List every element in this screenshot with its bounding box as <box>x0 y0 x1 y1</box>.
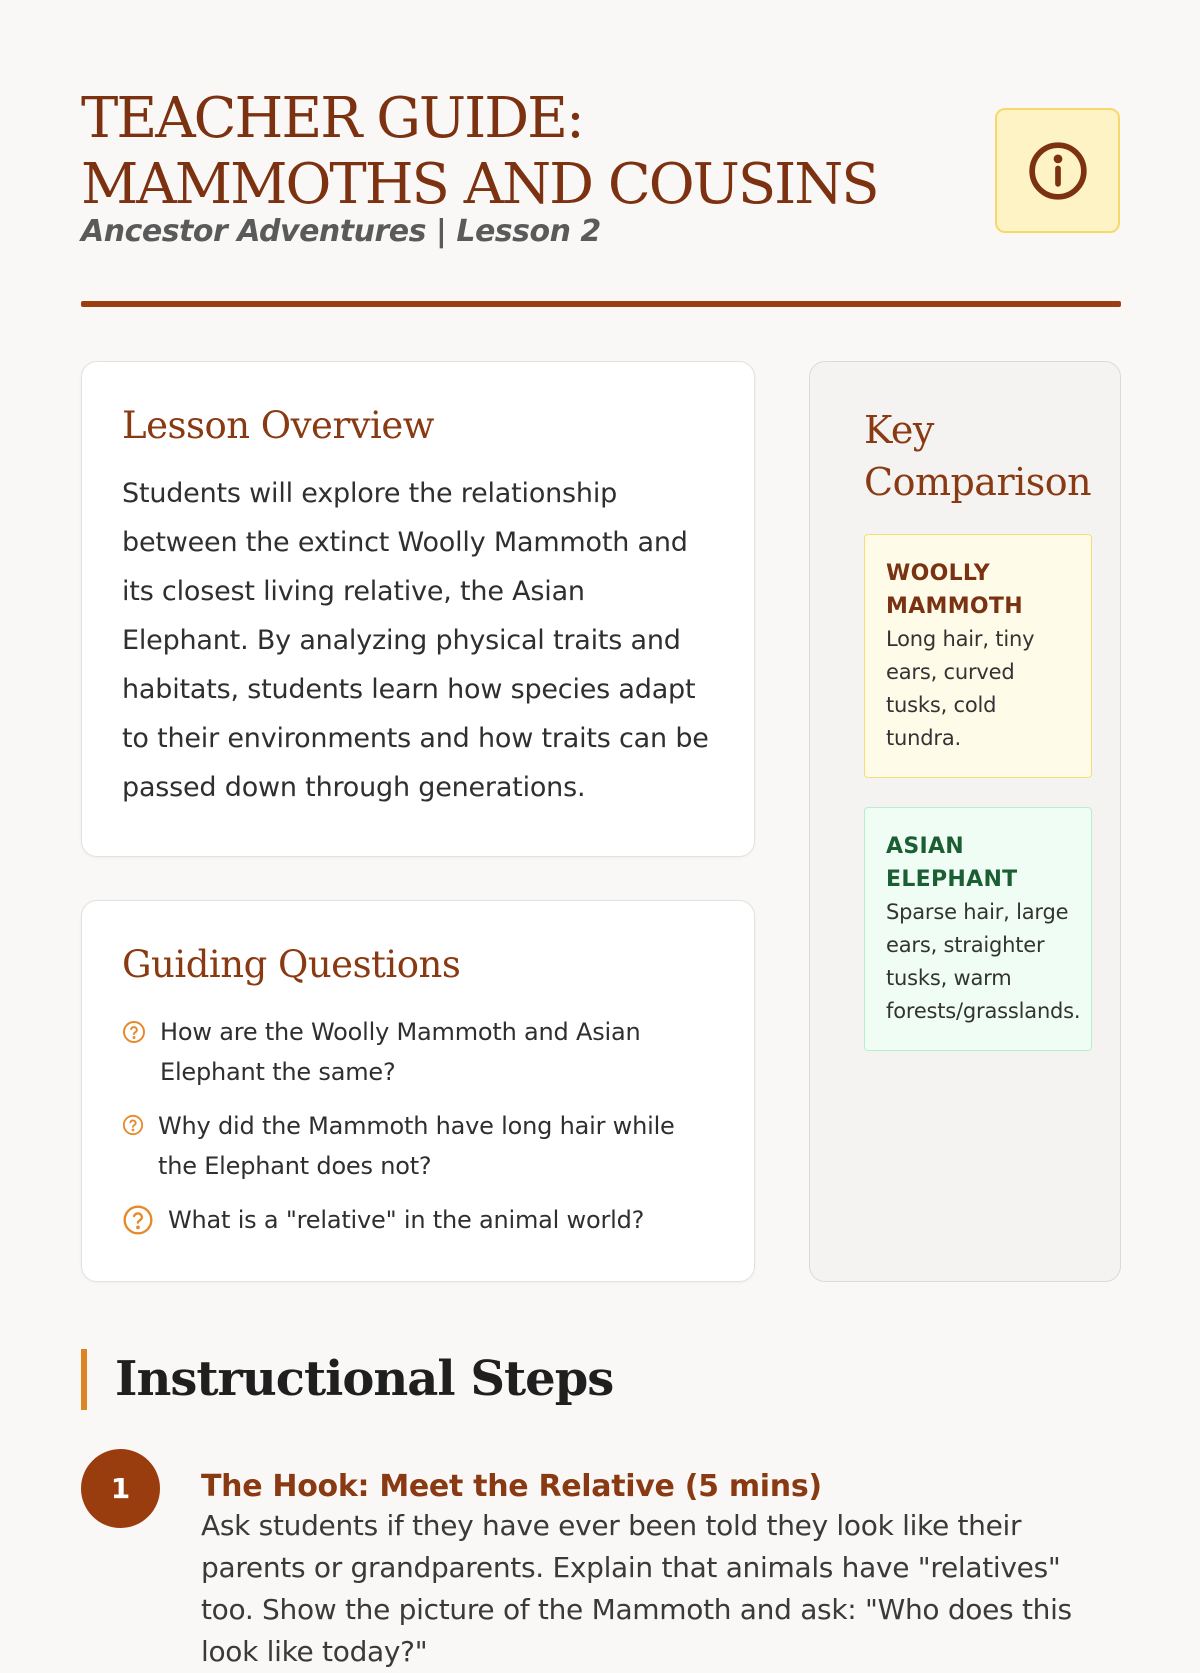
guiding-questions-card <box>81 900 755 1282</box>
lesson-overview-text: Students will explore the relationship between the extinct Woolly Mammoth and its closest living relative, the Asian Elephant. By analyzing physical traits and habitats, students learn how species adapt to their environments and how traits can be passed down through generations. <box>122 478 709 803</box>
page-subtitle: Ancestor Adventures | Lesson 2 <box>81 214 601 249</box>
list-item <box>122 1012 714 1092</box>
question-circle-icon <box>122 1204 154 1236</box>
step-number-badge: 1 <box>81 1449 160 1528</box>
key-comparison-heading: Key Comparison <box>864 408 1092 504</box>
lesson-overview-card <box>81 361 755 857</box>
list-item <box>122 1200 714 1240</box>
list-item <box>122 1106 714 1186</box>
lesson-overview-heading: Lesson Overview <box>122 404 434 447</box>
step-body: Ask students if they have ever been told they look like their parents or grandparents. Explain that animals have "relatives" too. Show the picture of the Mammoth and ask: "Who does this look like today?" <box>201 1509 1072 1668</box>
question-circle-icon <box>122 1114 144 1136</box>
woolly-mammoth-name: WOOLLY MAMMOTH <box>886 561 1023 619</box>
question-text: Why did the Mammoth have long hair while the Elephant does not? <box>158 1112 675 1180</box>
info-circle-icon <box>1027 140 1089 202</box>
woolly-mammoth-desc: Long hair, tiny ears, curved tusks, cold tundra. <box>886 627 1035 750</box>
key-comparison-panel <box>809 361 1121 1282</box>
step-title: The Hook: Meet the Relative (5 mins) <box>201 1469 822 1504</box>
instructional-steps-heading: Instructional Steps <box>81 1349 1121 1410</box>
question-text: What is a "relative" in the animal world? <box>168 1206 645 1234</box>
page-header <box>81 86 1121 306</box>
asian-elephant-card <box>864 807 1092 1051</box>
info-button[interactable] <box>995 108 1120 233</box>
page-title: TEACHER GUIDE: MAMMOTHS AND COUSINS <box>81 86 878 217</box>
asian-elephant-desc: Sparse hair, large ears, straighter tusks, warm forests/grasslands. <box>886 900 1081 1023</box>
question-text: How are the Woolly Mammoth and Asian Elephant the same? <box>160 1018 641 1086</box>
guiding-questions-list <box>122 1012 714 1240</box>
guiding-questions-heading: Guiding Questions <box>122 943 461 986</box>
header-divider <box>81 301 1121 307</box>
woolly-mammoth-card <box>864 534 1092 778</box>
question-circle-icon <box>122 1020 146 1044</box>
asian-elephant-name: ASIAN ELEPHANT <box>886 834 1018 892</box>
